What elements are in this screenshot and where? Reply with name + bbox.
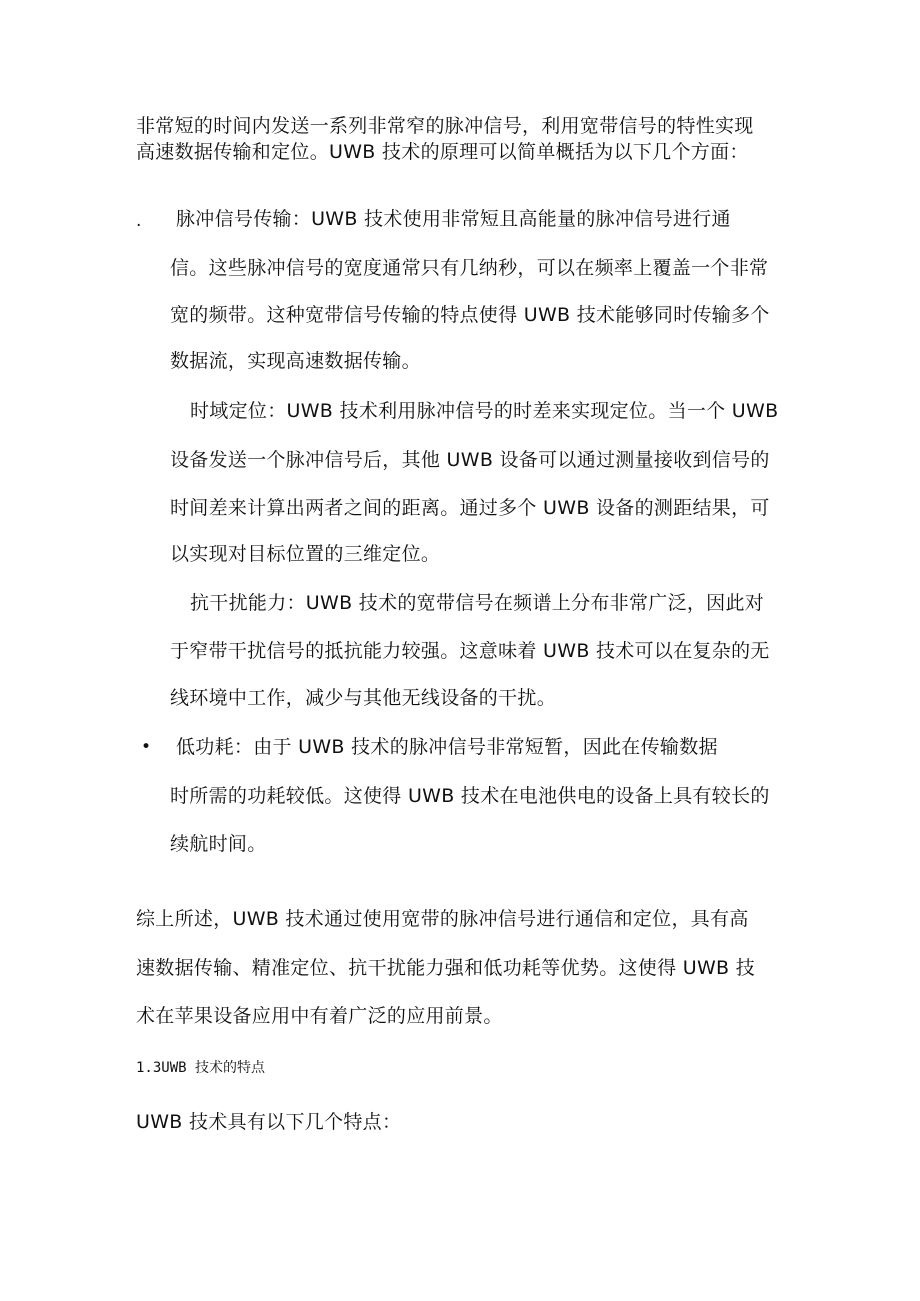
- item-2-line-1: 时域定位：UWB 技术利用脉冲信号的时差来实现定位。当一个 UWB: [190, 400, 779, 422]
- item-3-line-2: 于窄带干扰信号的抵抗能力较强。这意味着 UWB 技术可以在复杂的无: [170, 640, 770, 662]
- item-3-line-1: 抗干扰能力：UWB 技术的宽带信号在频谱上分布非常广泛，因此对: [190, 592, 765, 614]
- summary-line-2: 速数据传输、精准定位、抗干扰能力强和低功耗等优势。这使得 UWB 技: [136, 957, 756, 979]
- item-4-bullet: •: [141, 737, 152, 757]
- item-2-line-4: 以实现对目标位置的三维定位。: [170, 543, 441, 565]
- item-4-line-2: 时所需的功耗较低。这使得 UWB 技术在电池供电的设备上具有较长的: [170, 785, 770, 807]
- item-1-marker: .: [136, 211, 142, 231]
- item-2-line-3: 时间差来计算出两者之间的距离。通过多个 UWB 设备的测距结果，可: [170, 497, 770, 519]
- item-2-line-2: 设备发送一个脉冲信号后，其他 UWB 设备可以通过测量接收到信号的: [170, 449, 770, 471]
- item-4-line-1: 低功耗：由于 UWB 技术的脉冲信号非常短暂，因此在传输数据: [176, 736, 718, 758]
- intro-line-2: 高速数据传输和定位。UWB 技术的原理可以简单概括为以下几个方面：: [136, 141, 749, 163]
- item-1-line-1: 脉冲信号传输：UWB 技术使用非常短且高能量的脉冲信号进行通: [176, 208, 731, 230]
- intro-line-1: 非常短的时间内发送一系列非常窄的脉冲信号，利用宽带信号的特性实现: [136, 115, 754, 137]
- item-1-line-4: 数据流，实现高速数据传输。: [170, 350, 421, 372]
- item-4-line-3: 续航时间。: [170, 833, 267, 855]
- summary-line-1: 综上所述，UWB 技术通过使用宽带的脉冲信号进行通信和定位，具有高: [136, 908, 749, 930]
- item-1-line-3: 宽的频带。这种宽带信号传输的特点使得 UWB 技术能够同时传输多个: [170, 304, 770, 326]
- item-3-line-3: 线环境中工作，减少与其他无线设备的干扰。: [170, 687, 557, 709]
- item-1-line-2: 信。这些脉冲信号的宽度通常只有几纳秒，可以在频率上覆盖一个非常: [170, 257, 769, 279]
- section-heading: 1.3UWB 技术的特点: [136, 1060, 266, 1076]
- section-intro: UWB 技术具有以下几个特点：: [136, 1111, 402, 1133]
- summary-line-3: 术在苹果设备应用中有着广泛的应用前景。: [136, 1005, 503, 1027]
